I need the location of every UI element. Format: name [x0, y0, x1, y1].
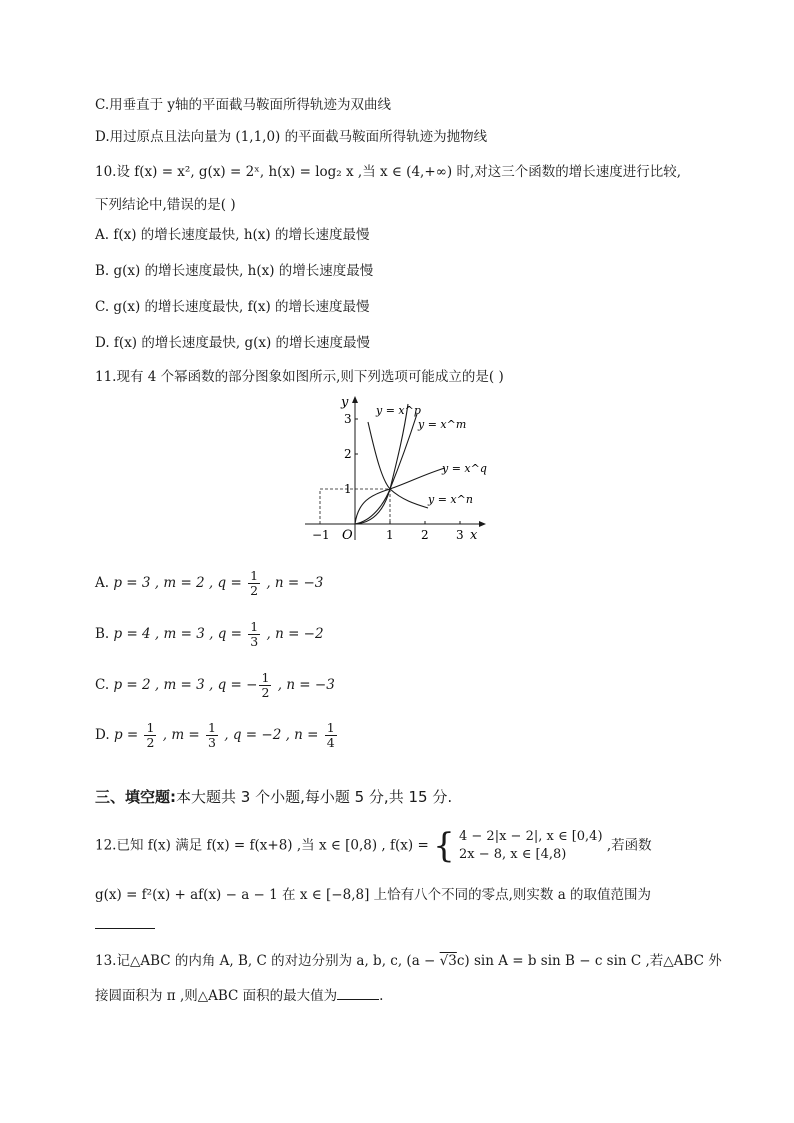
- curve-x-n: [368, 422, 428, 508]
- x-tick-1: 1: [386, 528, 394, 542]
- x-tick-3: 3: [456, 528, 464, 542]
- x-tick-2: 2: [421, 528, 429, 542]
- q12-line2: g(x) = f²(x) + af(x) − a − 1 在 x ∈ [−8,8] 上恰有八个不同的零点,则实数 a 的取值范围为: [95, 887, 652, 903]
- section-heading: 三、填空题:本大题共 3 个小题,每小题 5 分,共 15 分.: [95, 788, 453, 806]
- fraction: $\frac{1}{2}$: [261, 670, 270, 700]
- x-axis-label: x: [470, 528, 478, 543]
- y-axis-arrow-icon: [352, 396, 358, 403]
- q10-option-d[interactable]: D. f(x) 的增长速度最快, g(x) 的增长速度最慢: [95, 335, 371, 351]
- x-axis-arrow-icon: [479, 521, 486, 527]
- y-tick-2: 2: [344, 447, 352, 461]
- fraction: $\frac{1}{2}$: [250, 568, 259, 598]
- piecewise: 4 − 2|x − 2|, x ∈ [0,4) 2x − 8, x ∈ [4,8): [459, 829, 603, 862]
- label-x-p: y = x^p: [376, 404, 421, 417]
- fraction: $\frac{1}{3}$: [250, 619, 259, 649]
- q9-option-d: D.用过原点且法向量为 (1,1,0) 的平面截马鞍面所得轨迹为抛物线: [95, 129, 488, 145]
- fraction: $\frac{1}{2}$: [146, 720, 155, 750]
- power-function-graph: [300, 392, 500, 547]
- y-tick-3: 3: [344, 412, 352, 426]
- q13-answer-blank[interactable]: [337, 987, 379, 1000]
- brace-icon: {: [433, 826, 455, 866]
- fraction: $\frac{1}{4}$: [326, 720, 335, 750]
- label-x-n: y = x^n: [428, 493, 473, 506]
- q11-option-d[interactable]: D. p = $\frac{1}{2}$ , m = $\frac{1}{3}$ , q = −2 , n = $\frac{1}{4}$: [95, 720, 335, 750]
- q10-stem-line2: 下列结论中,错误的是( ): [95, 197, 236, 213]
- fraction: $\frac{1}{3}$: [208, 720, 216, 750]
- q13-line2: 接圆面积为 π ,则△ABC 面积的最大值为 .: [95, 988, 384, 1004]
- curve-x-m: [355, 414, 417, 524]
- origin-label: O: [342, 528, 353, 543]
- q11-option-c[interactable]: C. p = 2 , m = 3 , q = − $\frac{1}{2}$ , n = −3: [95, 670, 335, 700]
- q12-line1: 12.已知 f(x) 满足 f(x) = f(x+8) ,当 x ∈ [0,8) , f(x) = { 4 − 2|x − 2|, x ∈ [0,4) 2x − 8, x ∈ [4,8) ,若函数: [95, 826, 652, 866]
- q11-option-a[interactable]: A. p = 3 , m = 2 , q = $\frac{1}{2}$ , n = −3: [95, 568, 324, 598]
- y-axis-label: y: [341, 395, 349, 410]
- q10-option-a[interactable]: A. f(x) 的增长速度最快, h(x) 的增长速度最慢: [95, 227, 370, 243]
- q11-option-b[interactable]: B. p = 4 , m = 3 , q = $\frac{1}{3}$ , n = −2: [95, 619, 324, 649]
- label-x-m: y = x^m: [418, 418, 467, 431]
- q11-stem: 11.现有 4 个幂函数的部分图象如图所示,则下列选项可能成立的是( ): [95, 369, 504, 385]
- q10-option-b[interactable]: B. g(x) 的增长速度最快, h(x) 的增长速度最慢: [95, 263, 374, 279]
- q9-option-c: C.用垂直于 y轴的平面截马鞍面所得轨迹为双曲线: [95, 97, 392, 113]
- q13-line1: 13.记△ABC 的内角 A, B, C 的对边分别为 a, b, c, (a − √3c) sin A = b sin B − c sin C ,若△ABC 外: [95, 953, 722, 969]
- y-tick-1: 1: [344, 482, 352, 496]
- q12-answer-blank[interactable]: [95, 915, 155, 935]
- q10-option-c[interactable]: C. g(x) 的增长速度最快, f(x) 的增长速度最慢: [95, 299, 370, 315]
- label-x-q: y = x^q: [442, 462, 487, 475]
- x-tick-neg1: −1: [312, 528, 330, 542]
- q10-stem-line1: 10.设 f(x) = x², g(x) = 2ˣ, h(x) = log₂ x ,当 x ∈ (4,+∞) 时,对这三个函数的增长速度进行比较,: [95, 164, 682, 180]
